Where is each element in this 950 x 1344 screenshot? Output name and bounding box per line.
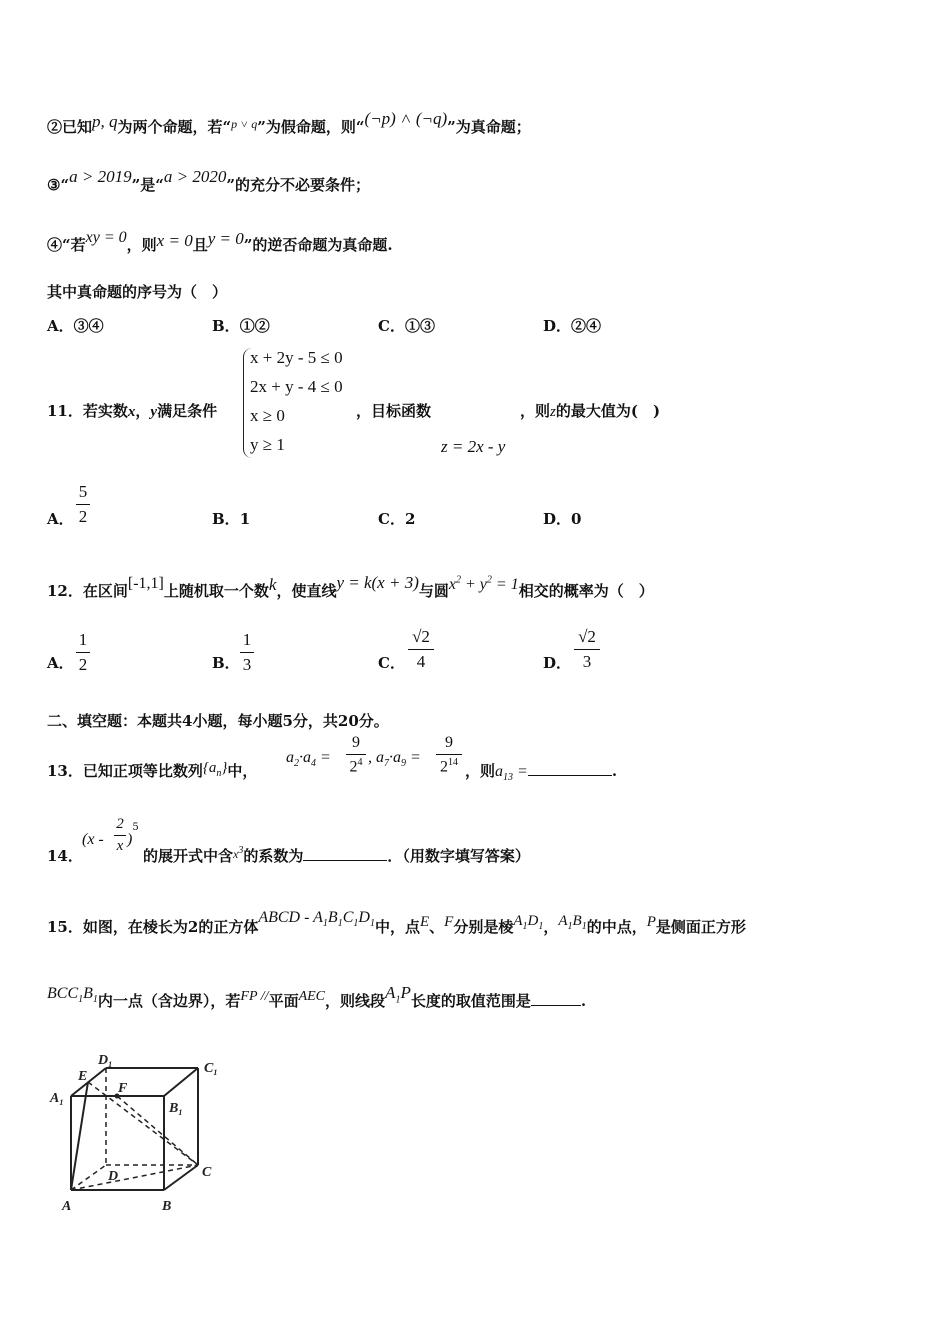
math-p-or-q: p ˅ q [231,117,258,131]
option-d: D． [543,654,572,672]
answer-blank [528,761,612,776]
cube-figure [46,1050,236,1220]
edge-a-d [71,1165,106,1190]
math-interval: [-1,1] [127,575,164,592]
question-11: 11．若实数x，y满足条件 [47,402,218,420]
question-prompt: 其中真命题的序号为（ ） [47,283,228,301]
math-line: y = k(x + 3) [336,573,419,592]
section-heading: 二、填空题：本题共4小题，每小题5分，共20分。 [47,712,389,730]
option-a: A． [47,510,74,528]
question-15: 15．如图，在棱长为2的正方体ABCD - $A_1B_1C_1D_1$中，点E、F分别是棱$A_1D_1$，$A_1B_1$的中点，P是侧面正方形 [47,909,746,936]
math-a1d1: $A_1D_1$ [513,913,544,932]
option-a: A．③④ [47,317,104,335]
math-pq: p, q [92,112,118,131]
math-k: k [268,575,277,594]
condition-2: 2x + y - 4 ≤ 0 [250,377,343,396]
math-x-0: x = 0 [156,231,193,250]
label-b: B [162,1199,172,1214]
label-e: E [78,1069,88,1084]
statement-2: ②已知p, q为两个命题，若“$^{p ˅ q}$”为假命题，则“(¬p) ˄ (¬q)”为真命题； [47,109,531,136]
question-number: 11． [47,402,83,420]
q11-tail: ，则z的最大值为( ) [520,402,661,420]
math-condition-2: , $a_7\cdot a_9$ = [368,749,421,770]
label-c1: $C_1$ [204,1061,218,1077]
math-a-gt-2020: a > 2020 [163,167,227,186]
option-c: C． [378,654,405,672]
option-a: A． [47,654,74,672]
condition-3: x ≥ 0 [250,406,285,425]
condition-4: y ≥ 1 [250,435,285,454]
statement-3: ③“a > 2019”是“a > 2020”的充分不必要条件； [47,167,370,194]
segment-f-c [117,1096,198,1165]
label-a1: $A_1$ [50,1091,64,1107]
answer-blank [303,846,387,861]
objective-function: z = 2x - y [441,437,506,456]
fraction-2-over-x: 2 x [114,816,126,855]
math-face: $BCC_1B_1$ [47,985,98,1006]
option-b: B．1 [212,510,251,528]
option-b: B．①② [212,317,270,335]
fraction-5-2: 5 2 [76,482,90,527]
answer-blank [531,991,581,1006]
option-b: B． [212,654,240,672]
condition-1: x + 2y - 5 ≤ 0 [250,348,343,367]
segment-a-c [71,1165,198,1190]
fraction-1-3: 1 3 [240,630,254,675]
math-a-gt-2019: a > 2019 [69,167,132,186]
math-a1p: $A_1P$ [385,983,411,1006]
math-xy-0: xy = 0 [85,229,127,246]
fraction-sqrt2-3: √2 3 [574,627,600,672]
fraction-1-2: 1 2 [76,630,90,675]
math-binomial: (x - [82,831,104,848]
option-c: C．①③ [378,317,435,335]
question-12: 12．在区间[-1,1]上随机取一个数k，使直线y = k(x + 3)与圆$x^2 + y^2 = 1$相交的概率为（ ） [47,573,654,600]
label-d1: $D_1$ [98,1053,113,1069]
option-d: D．②④ [543,317,602,335]
fraction-9-over-2-4: 9 $2^4$ [346,734,366,776]
question-15-cont: $BCC_1B_1$内一点（含边界），若FP //平面AEC，则线段$A_1P$长度的取值范围是 . [47,983,587,1010]
edge-b1-c1 [164,1068,198,1096]
label-a: A [62,1199,72,1214]
fraction-sqrt2-4: √2 4 [408,627,434,672]
fraction-9-over-2-14: 9 $2^{14}$ [436,734,462,776]
objective-label: ，目标函数 [356,402,432,420]
math-cube: ABCD - $A_1B_1C_1D_1$ [258,909,375,930]
label-d: D [108,1169,119,1184]
q13-tail: ，则$a_{13}$ = . [465,762,618,784]
math-condition-1: $a_2\cdot a_4$ = [286,749,331,770]
option-d: D．0 [543,510,582,528]
segment-e-c [88,1082,198,1165]
math-not-p-and-not-q: (¬p) ˄ (¬q) [364,109,448,128]
option-c: C．2 [378,510,416,528]
math-a1b1: $A_1B_1$ [558,913,587,932]
label-f: F [118,1081,128,1096]
question-13: 13．已知正项等比数列$\{a_n\}$中， [47,760,258,780]
math-binomial-close: )$^5$ [127,822,139,848]
label-c: C [202,1165,212,1180]
math-y-0: y = 0 [207,229,244,248]
question-14: 的展开式中含$^{x^3}$的系数为 ．（用数字填写答案） [143,845,530,865]
math-circle: $x^2 + y^2 = 1$ [448,574,519,593]
segment-a-e [71,1082,88,1190]
statement-4: ④“若xy = 0，则x = 0且y = 0”的逆否命题为真命题. [47,229,393,254]
question-14-number: 14． [47,847,83,865]
statement-number: ② [47,118,63,136]
math-sequence: $\{a_n\}$ [202,760,228,779]
label-b1: $B_1$ [169,1101,183,1117]
